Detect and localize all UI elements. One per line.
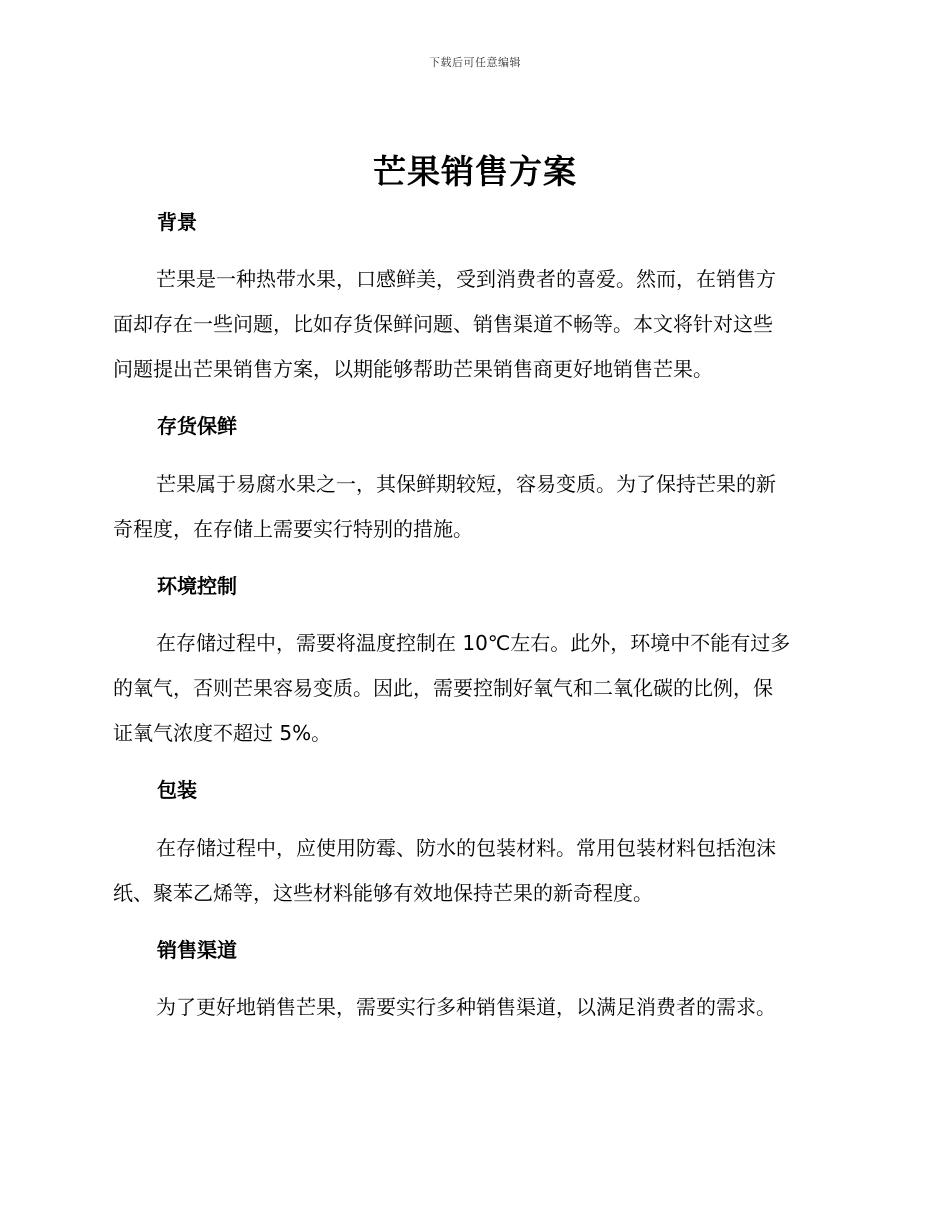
paragraph-line: 的氧气，否则芒果容易变质。因此，需要控制好氧气和二氧化碳的比例，保 bbox=[113, 676, 773, 700]
paragraph-line: 证氧气浓度不超过 5%。 bbox=[113, 721, 332, 745]
section-heading-storage: 存货保鲜 bbox=[157, 414, 237, 438]
section-heading-sales-channels: 销售渠道 bbox=[157, 938, 237, 962]
paragraph-line: 奇程度，在存储上需要实行特别的措施。 bbox=[113, 517, 473, 541]
section-heading-packaging: 包装 bbox=[157, 778, 197, 802]
paragraph-line: 芒果属于易腐水果之一，其保鲜期较短，容易变质。为了保持芒果的新 bbox=[156, 472, 776, 496]
document-title: 芒果销售方案 bbox=[373, 152, 577, 191]
section-heading-environment: 环境控制 bbox=[157, 574, 237, 598]
paragraph-line: 面却存在一些问题，比如存货保鲜问题、销售渠道不畅等。本文将针对这些 bbox=[113, 312, 773, 336]
paragraph-line: 问题提出芒果销售方案，以期能够帮助芒果销售商更好地销售芒果。 bbox=[113, 357, 713, 381]
paragraph-line: 在存储过程中，需要将温度控制在 10℃左右。此外，环境中不能有过多 bbox=[156, 631, 791, 655]
paragraph-line: 在存储过程中，应使用防霉、防水的包装材料。常用包装材料包括泡沫 bbox=[156, 836, 776, 860]
section-heading-background: 背景 bbox=[157, 210, 197, 234]
paragraph-line: 芒果是一种热带水果，口感鲜美，受到消费者的喜爱。然而，在销售方 bbox=[156, 267, 776, 291]
page-header-note: 下载后可任意编辑 bbox=[429, 56, 521, 69]
paragraph-line: 纸、聚苯乙烯等，这些材料能够有效地保持芒果的新奇程度。 bbox=[113, 881, 653, 905]
paragraph-line: 为了更好地销售芒果，需要实行多种销售渠道，以满足消费者的需求。 bbox=[156, 995, 776, 1019]
